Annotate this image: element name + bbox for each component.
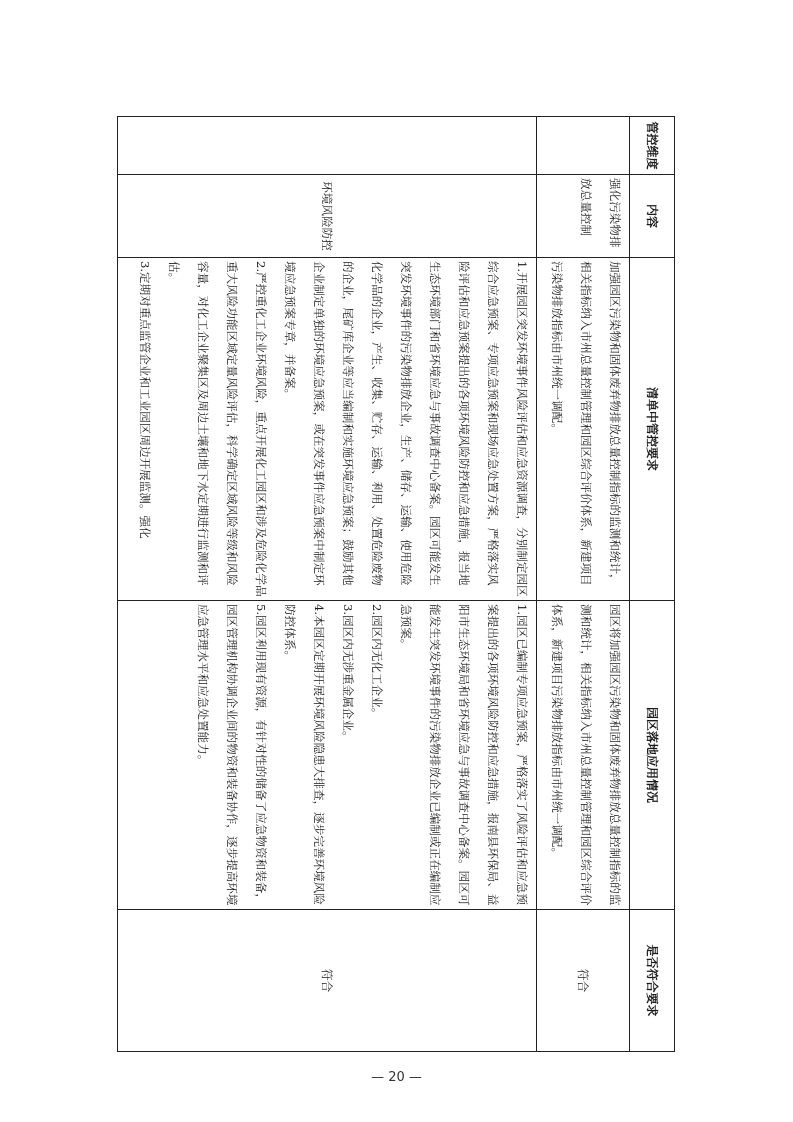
table-header-row <box>630 117 675 1052</box>
header-dimension: 管控维度 <box>630 117 675 175</box>
header-compliance: 是否符合要求 <box>630 910 675 1052</box>
cell-requirement: 1.开展园区突发环境事件风险评估和应急资源调查，分别制定园区综合应急预案、专项应急预案和现场应急处置方案，严格落实风险评估和应急预案提出的各项环境风险防控和应急措施，报当地生态环境部门和省环境应急与事故调查中心备案。园区可能发生突发环境事件的污染物排放企业，生产、储存、运输、使用危险化学品的企业，产生、收集、贮存、运输、利用、处置危险废物的企业，尾矿库企业等应当编制和实施环境应急预案；鼓励其他企业制定单独的环境应急预案，或在突发事件应急预案中制定环境应急预案专章，并备案。 2.严控重化工企业环境风险，重点开展化工园区和涉及危险化学品重大风险功能区域定量风险评估，科学确定区域风险等级和风险容量，对化工企业聚集区及周边土壤和地下水定期进行监测和评估。 3.定期对重点监管企业和工业园区周边开展监测。强化 <box>118 258 537 601</box>
header-content: 内容 <box>630 175 675 258</box>
table-row <box>537 117 630 1052</box>
cell-dimension <box>537 117 630 175</box>
cell-implementation: 园区将加强园区污染物和固体废弃物排放总量控制指标的监测和统计，相关指标纳入市州总量控制管理和园区综合评价体系，新建项目污染物排放指标由市州统一调配。 <box>537 601 630 910</box>
page-number: — 20 — <box>371 1070 422 1085</box>
cell-compliance: 符合 <box>118 910 537 1052</box>
cell-compliance: 符合 <box>537 910 630 1052</box>
cell-dimension <box>118 117 537 175</box>
cell-content: 强化污染物排放总量控制 <box>537 175 630 258</box>
cell-content: 环境风险防控 <box>118 175 537 258</box>
cell-implementation: 1.园区已编制专项应急预案，严格落实了风险评估和应急预案提出的各项环境风险防控和应急措施，报南县环保局、益阳市生态环境局和省环境应急与事故调查中心备案。园区可能发生突发环境事件的污染物排放企业已编制或正在编制应急预案。 2.园区内无化工企业。 3.园区内无涉重金属企业。 4.本园区定期开展环境风险隐患大排查，逐步完善环境风险防控体系。 5.园区利用现有资源，有针对性的储备了应急物资和装备，园区管理机构协调企业间的物资和装备协作，逐步提高环境应急管理水平和应急处置能力。 <box>118 601 537 910</box>
header-requirement: 清单中管控要求 <box>630 258 675 601</box>
table-row <box>118 117 537 1052</box>
control-requirements-table <box>117 116 675 1052</box>
cell-requirement: 加强园区污染物和固体废弃物排放总量控制指标的监测和统计，相关指标纳入市州总量控制管理和园区综合评价体系，新建项目污染物排放指标由市州统一调配。 <box>537 258 630 601</box>
header-implementation: 园区落地应用情况 <box>630 601 675 910</box>
rotated-table-container <box>117 116 675 1051</box>
